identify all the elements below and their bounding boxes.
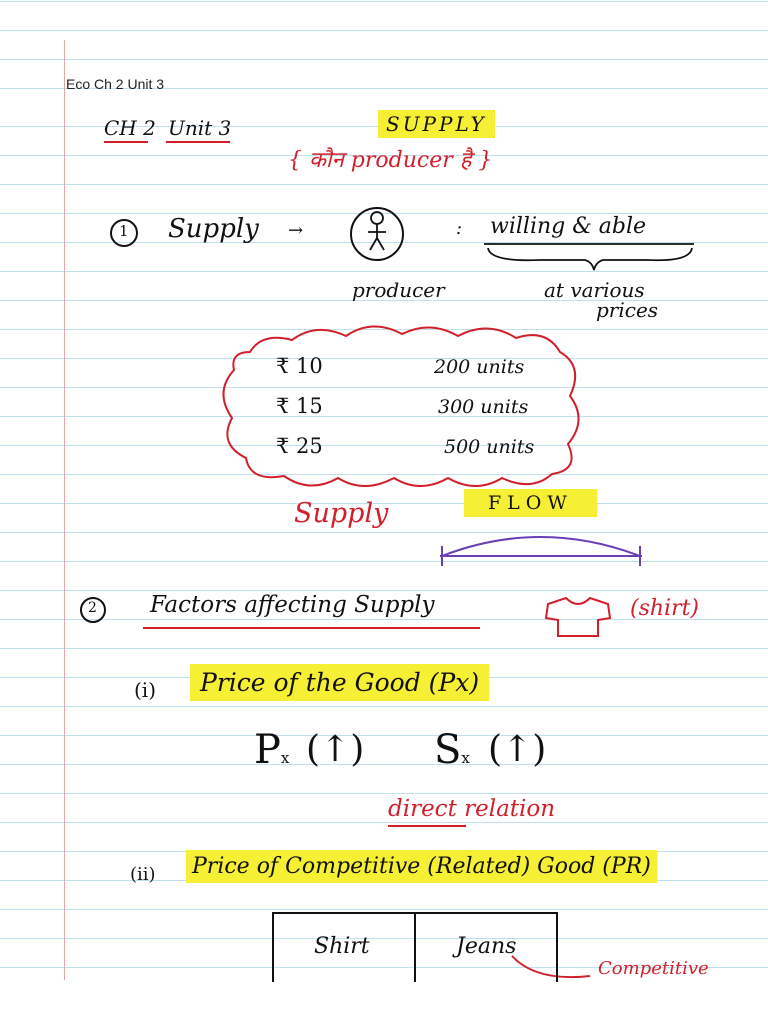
flow-arc [442,537,640,556]
various-prices-line2: prices [596,298,659,322]
px-up-arrow: (↑) [306,729,365,770]
sx-symbol: Sx [434,727,470,773]
px-subscript: x [280,749,290,767]
schedule-quantity-1: 200 units [434,356,525,378]
document-title: Eco Ch 2 Unit 3 [66,76,165,92]
willing-able-text: willing & able [490,214,647,239]
factor-2-number: (ii) [130,864,156,885]
colon-symbol: : [456,218,463,239]
arrow-symbol: → [288,220,304,241]
flow-label [464,494,597,513]
table-divider [414,914,416,982]
topic-highlight: SUPPLY [378,110,495,138]
sx-up-arrow: (↑) [488,729,547,770]
sx-subscript: x [461,749,470,767]
factor-2-title [186,856,657,878]
shirt-icon [546,598,610,636]
producer-question: { कौन producer है } [288,148,493,173]
schedule-price-1: ₹ 10 [276,354,323,378]
factor-1-title [190,670,489,695]
competitive-label: Competitive [598,958,709,979]
factor-1-number: (i) [134,678,157,702]
supply-term: Supply [168,214,259,244]
point-1-number: 1 [119,222,129,240]
supply-word: Supply [294,498,389,529]
topic-title [378,114,495,134]
schedule-quantity-2: 300 units [438,396,529,418]
table-jeans-cell: Jeans [456,934,517,959]
unit-label: Unit 3 [168,116,232,140]
flow-highlight: FLOW [464,489,597,517]
schedule-quantity-3: 500 units [444,436,535,458]
producer-label: producer [352,278,445,302]
schedule-price-3: ₹ 25 [276,434,323,458]
table-shirt-cell: Shirt [314,934,370,959]
schedule-price-2: ₹ 15 [276,394,323,418]
various-prices-line1: at various [544,278,645,302]
chapter-label: CH 2 [104,116,156,140]
px-symbol: Px [254,727,290,773]
factor-2-highlight: Price of Competitive (Related) Good (PR) [186,850,657,883]
factor-1-highlight: Price of the Good (Px) [190,664,489,701]
point-2-number: 2 [88,600,97,616]
shirt-example: (shirt) [630,596,700,621]
direct-relation-text: direct relation [388,796,556,822]
condition-brace [488,248,692,270]
factors-heading: Factors affecting Supply [150,592,435,618]
producer-figure-icon [351,208,403,260]
